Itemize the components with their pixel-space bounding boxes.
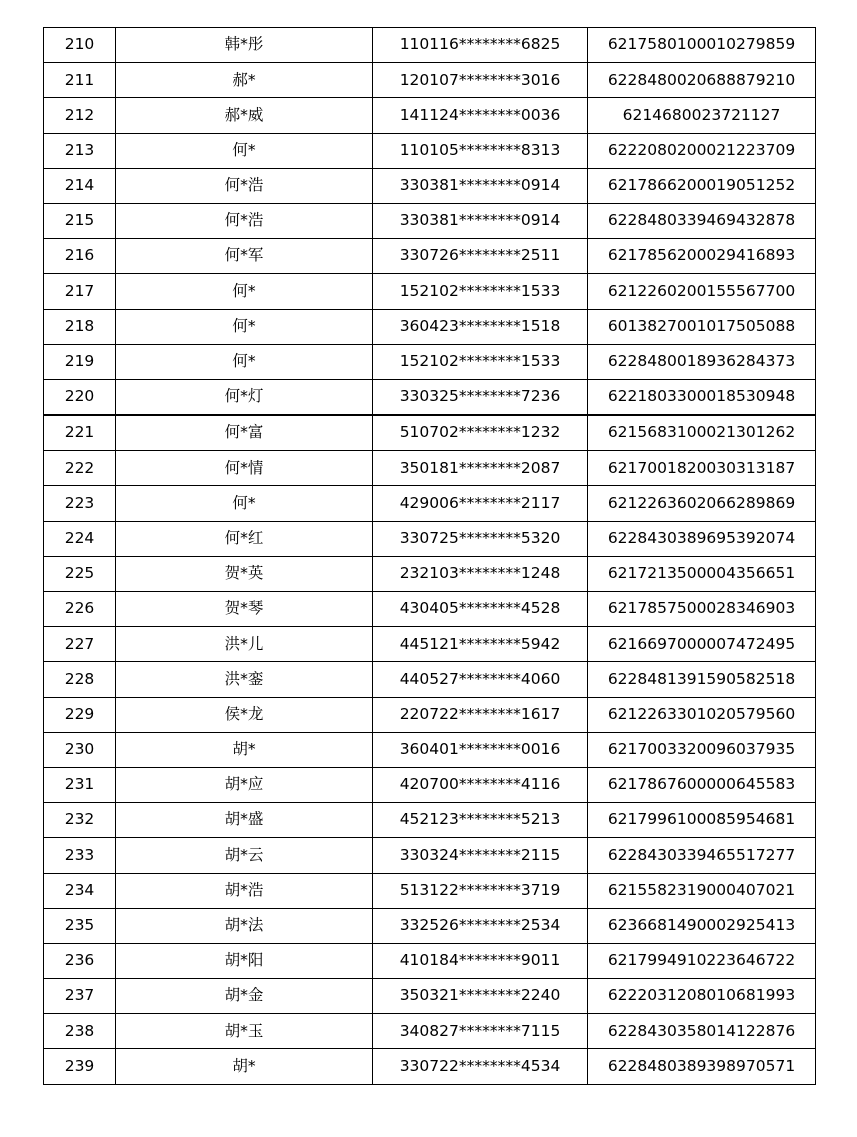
- row-number: 229: [44, 697, 116, 732]
- id-number: 360423********1518: [373, 309, 588, 344]
- bank-card-number: 6228430358014122876: [588, 1014, 816, 1049]
- person-name: 何*浩: [116, 168, 373, 203]
- table-row: [44, 1014, 816, 1049]
- table-row: [44, 556, 816, 591]
- row-number: 218: [44, 309, 116, 344]
- id-number: 350181********2087: [373, 451, 588, 486]
- person-name: 郝*: [116, 63, 373, 98]
- row-number: 214: [44, 168, 116, 203]
- row-number: 221: [44, 415, 116, 451]
- bank-card-number: 6228480339469432878: [588, 203, 816, 238]
- row-number: 210: [44, 28, 116, 63]
- bank-card-number: 6217996100085954681: [588, 803, 816, 838]
- id-number: 452123********5213: [373, 803, 588, 838]
- id-number: 445121********5942: [373, 627, 588, 662]
- person-name: 贺*琴: [116, 592, 373, 627]
- table-row: [44, 133, 816, 168]
- bank-card-number: 6216697000007472495: [588, 627, 816, 662]
- table-row: [44, 486, 816, 521]
- person-name: 何*情: [116, 451, 373, 486]
- row-number: 237: [44, 979, 116, 1014]
- row-number: 222: [44, 451, 116, 486]
- person-name: 洪*銮: [116, 662, 373, 697]
- row-number: 219: [44, 344, 116, 379]
- id-number: 152102********1533: [373, 274, 588, 309]
- person-name: 胡*应: [116, 767, 373, 802]
- table-row: [44, 415, 816, 451]
- bank-card-number: 6228430389695392074: [588, 521, 816, 556]
- bank-card-number: 6013827001017505088: [588, 309, 816, 344]
- table-row: [44, 168, 816, 203]
- table-row: [44, 767, 816, 802]
- row-number: 215: [44, 203, 116, 238]
- person-name: 何*: [116, 133, 373, 168]
- row-number: 211: [44, 63, 116, 98]
- row-number: 220: [44, 379, 116, 415]
- bank-card-number: 6228480018936284373: [588, 344, 816, 379]
- table-row: [44, 521, 816, 556]
- id-number: 330325********7236: [373, 379, 588, 415]
- bank-card-number: 6228480020688879210: [588, 63, 816, 98]
- person-name: 洪*儿: [116, 627, 373, 662]
- row-number: 217: [44, 274, 116, 309]
- row-number: 235: [44, 908, 116, 943]
- id-number: 350321********2240: [373, 979, 588, 1014]
- bank-card-number: 6222080200021223709: [588, 133, 816, 168]
- person-name: 何*: [116, 274, 373, 309]
- id-number: 340827********7115: [373, 1014, 588, 1049]
- table-row: [44, 732, 816, 767]
- person-name: 郝*威: [116, 98, 373, 133]
- table-row: [44, 627, 816, 662]
- table-row: [44, 1049, 816, 1084]
- id-number: 420700********4116: [373, 767, 588, 802]
- row-number: 213: [44, 133, 116, 168]
- bank-card-number: 6217994910223646722: [588, 943, 816, 978]
- row-number: 227: [44, 627, 116, 662]
- document-page: [43, 27, 815, 1085]
- person-name: 胡*阳: [116, 943, 373, 978]
- id-number: 110116********6825: [373, 28, 588, 63]
- person-name: 何*军: [116, 239, 373, 274]
- table-row: [44, 344, 816, 379]
- id-number: 330381********0914: [373, 168, 588, 203]
- bank-card-number: 6215582319000407021: [588, 873, 816, 908]
- bank-card-number: 6222031208010681993: [588, 979, 816, 1014]
- bank-card-number: 6212263301020579560: [588, 697, 816, 732]
- row-number: 232: [44, 803, 116, 838]
- id-number: 360401********0016: [373, 732, 588, 767]
- person-name: 贺*英: [116, 556, 373, 591]
- bank-card-number: 6228481391590582518: [588, 662, 816, 697]
- person-name: 何*红: [116, 521, 373, 556]
- table-row: [44, 979, 816, 1014]
- bank-card-number: 6217003320096037935: [588, 732, 816, 767]
- table-row: [44, 697, 816, 732]
- person-name: 何*: [116, 486, 373, 521]
- roster-table-body: [44, 28, 816, 1085]
- row-number: 228: [44, 662, 116, 697]
- id-number: 220722********1617: [373, 697, 588, 732]
- table-row: [44, 908, 816, 943]
- person-name: 何*: [116, 344, 373, 379]
- person-name: 侯*龙: [116, 697, 373, 732]
- table-row: [44, 838, 816, 873]
- row-number: 231: [44, 767, 116, 802]
- bank-card-number: 6236681490002925413: [588, 908, 816, 943]
- person-name: 胡*金: [116, 979, 373, 1014]
- table-row: [44, 309, 816, 344]
- id-number: 120107********3016: [373, 63, 588, 98]
- bank-card-number: 6212260200155567700: [588, 274, 816, 309]
- row-number: 234: [44, 873, 116, 908]
- table-row: [44, 63, 816, 98]
- row-number: 223: [44, 486, 116, 521]
- person-name: 何*: [116, 309, 373, 344]
- table-row: [44, 803, 816, 838]
- id-number: 513122********3719: [373, 873, 588, 908]
- roster-table: [43, 27, 816, 1085]
- id-number: 330725********5320: [373, 521, 588, 556]
- table-row: [44, 379, 816, 415]
- bank-card-number: 6217856200029416893: [588, 239, 816, 274]
- row-number: 212: [44, 98, 116, 133]
- person-name: 胡*玉: [116, 1014, 373, 1049]
- id-number: 232103********1248: [373, 556, 588, 591]
- bank-card-number: 6217866200019051252: [588, 168, 816, 203]
- id-number: 110105********8313: [373, 133, 588, 168]
- id-number: 410184********9011: [373, 943, 588, 978]
- bank-card-number: 6217867600000645583: [588, 767, 816, 802]
- row-number: 216: [44, 239, 116, 274]
- row-number: 233: [44, 838, 116, 873]
- id-number: 510702********1232: [373, 415, 588, 451]
- row-number: 238: [44, 1014, 116, 1049]
- id-number: 330381********0914: [373, 203, 588, 238]
- table-row: [44, 592, 816, 627]
- row-number: 230: [44, 732, 116, 767]
- table-row: [44, 662, 816, 697]
- table-row: [44, 943, 816, 978]
- id-number: 430405********4528: [373, 592, 588, 627]
- person-name: 何*浩: [116, 203, 373, 238]
- person-name: 胡*浩: [116, 873, 373, 908]
- row-number: 226: [44, 592, 116, 627]
- id-number: 141124********0036: [373, 98, 588, 133]
- table-row: [44, 28, 816, 63]
- bank-card-number: 6217001820030313187: [588, 451, 816, 486]
- id-number: 330722********4534: [373, 1049, 588, 1084]
- table-row: [44, 203, 816, 238]
- table-row: [44, 451, 816, 486]
- person-name: 胡*盛: [116, 803, 373, 838]
- bank-card-number: 6217580100010279859: [588, 28, 816, 63]
- person-name: 胡*云: [116, 838, 373, 873]
- bank-card-number: 6217857500028346903: [588, 592, 816, 627]
- row-number: 225: [44, 556, 116, 591]
- table-row: [44, 274, 816, 309]
- bank-card-number: 6228480389398970571: [588, 1049, 816, 1084]
- bank-card-number: 6215683100021301262: [588, 415, 816, 451]
- id-number: 152102********1533: [373, 344, 588, 379]
- id-number: 429006********2117: [373, 486, 588, 521]
- table-row: [44, 239, 816, 274]
- person-name: 胡*法: [116, 908, 373, 943]
- row-number: 236: [44, 943, 116, 978]
- row-number: 239: [44, 1049, 116, 1084]
- table-row: [44, 98, 816, 133]
- id-number: 330324********2115: [373, 838, 588, 873]
- bank-card-number: 6228430339465517277: [588, 838, 816, 873]
- id-number: 440527********4060: [373, 662, 588, 697]
- table-row: [44, 873, 816, 908]
- bank-card-number: 6221803300018530948: [588, 379, 816, 415]
- bank-card-number: 6217213500004356651: [588, 556, 816, 591]
- person-name: 何*灯: [116, 379, 373, 415]
- row-number: 224: [44, 521, 116, 556]
- bank-card-number: 6212263602066289869: [588, 486, 816, 521]
- person-name: 胡*: [116, 1049, 373, 1084]
- person-name: 何*富: [116, 415, 373, 451]
- bank-card-number: 6214680023721127: [588, 98, 816, 133]
- id-number: 330726********2511: [373, 239, 588, 274]
- id-number: 332526********2534: [373, 908, 588, 943]
- person-name: 韩*彤: [116, 28, 373, 63]
- person-name: 胡*: [116, 732, 373, 767]
